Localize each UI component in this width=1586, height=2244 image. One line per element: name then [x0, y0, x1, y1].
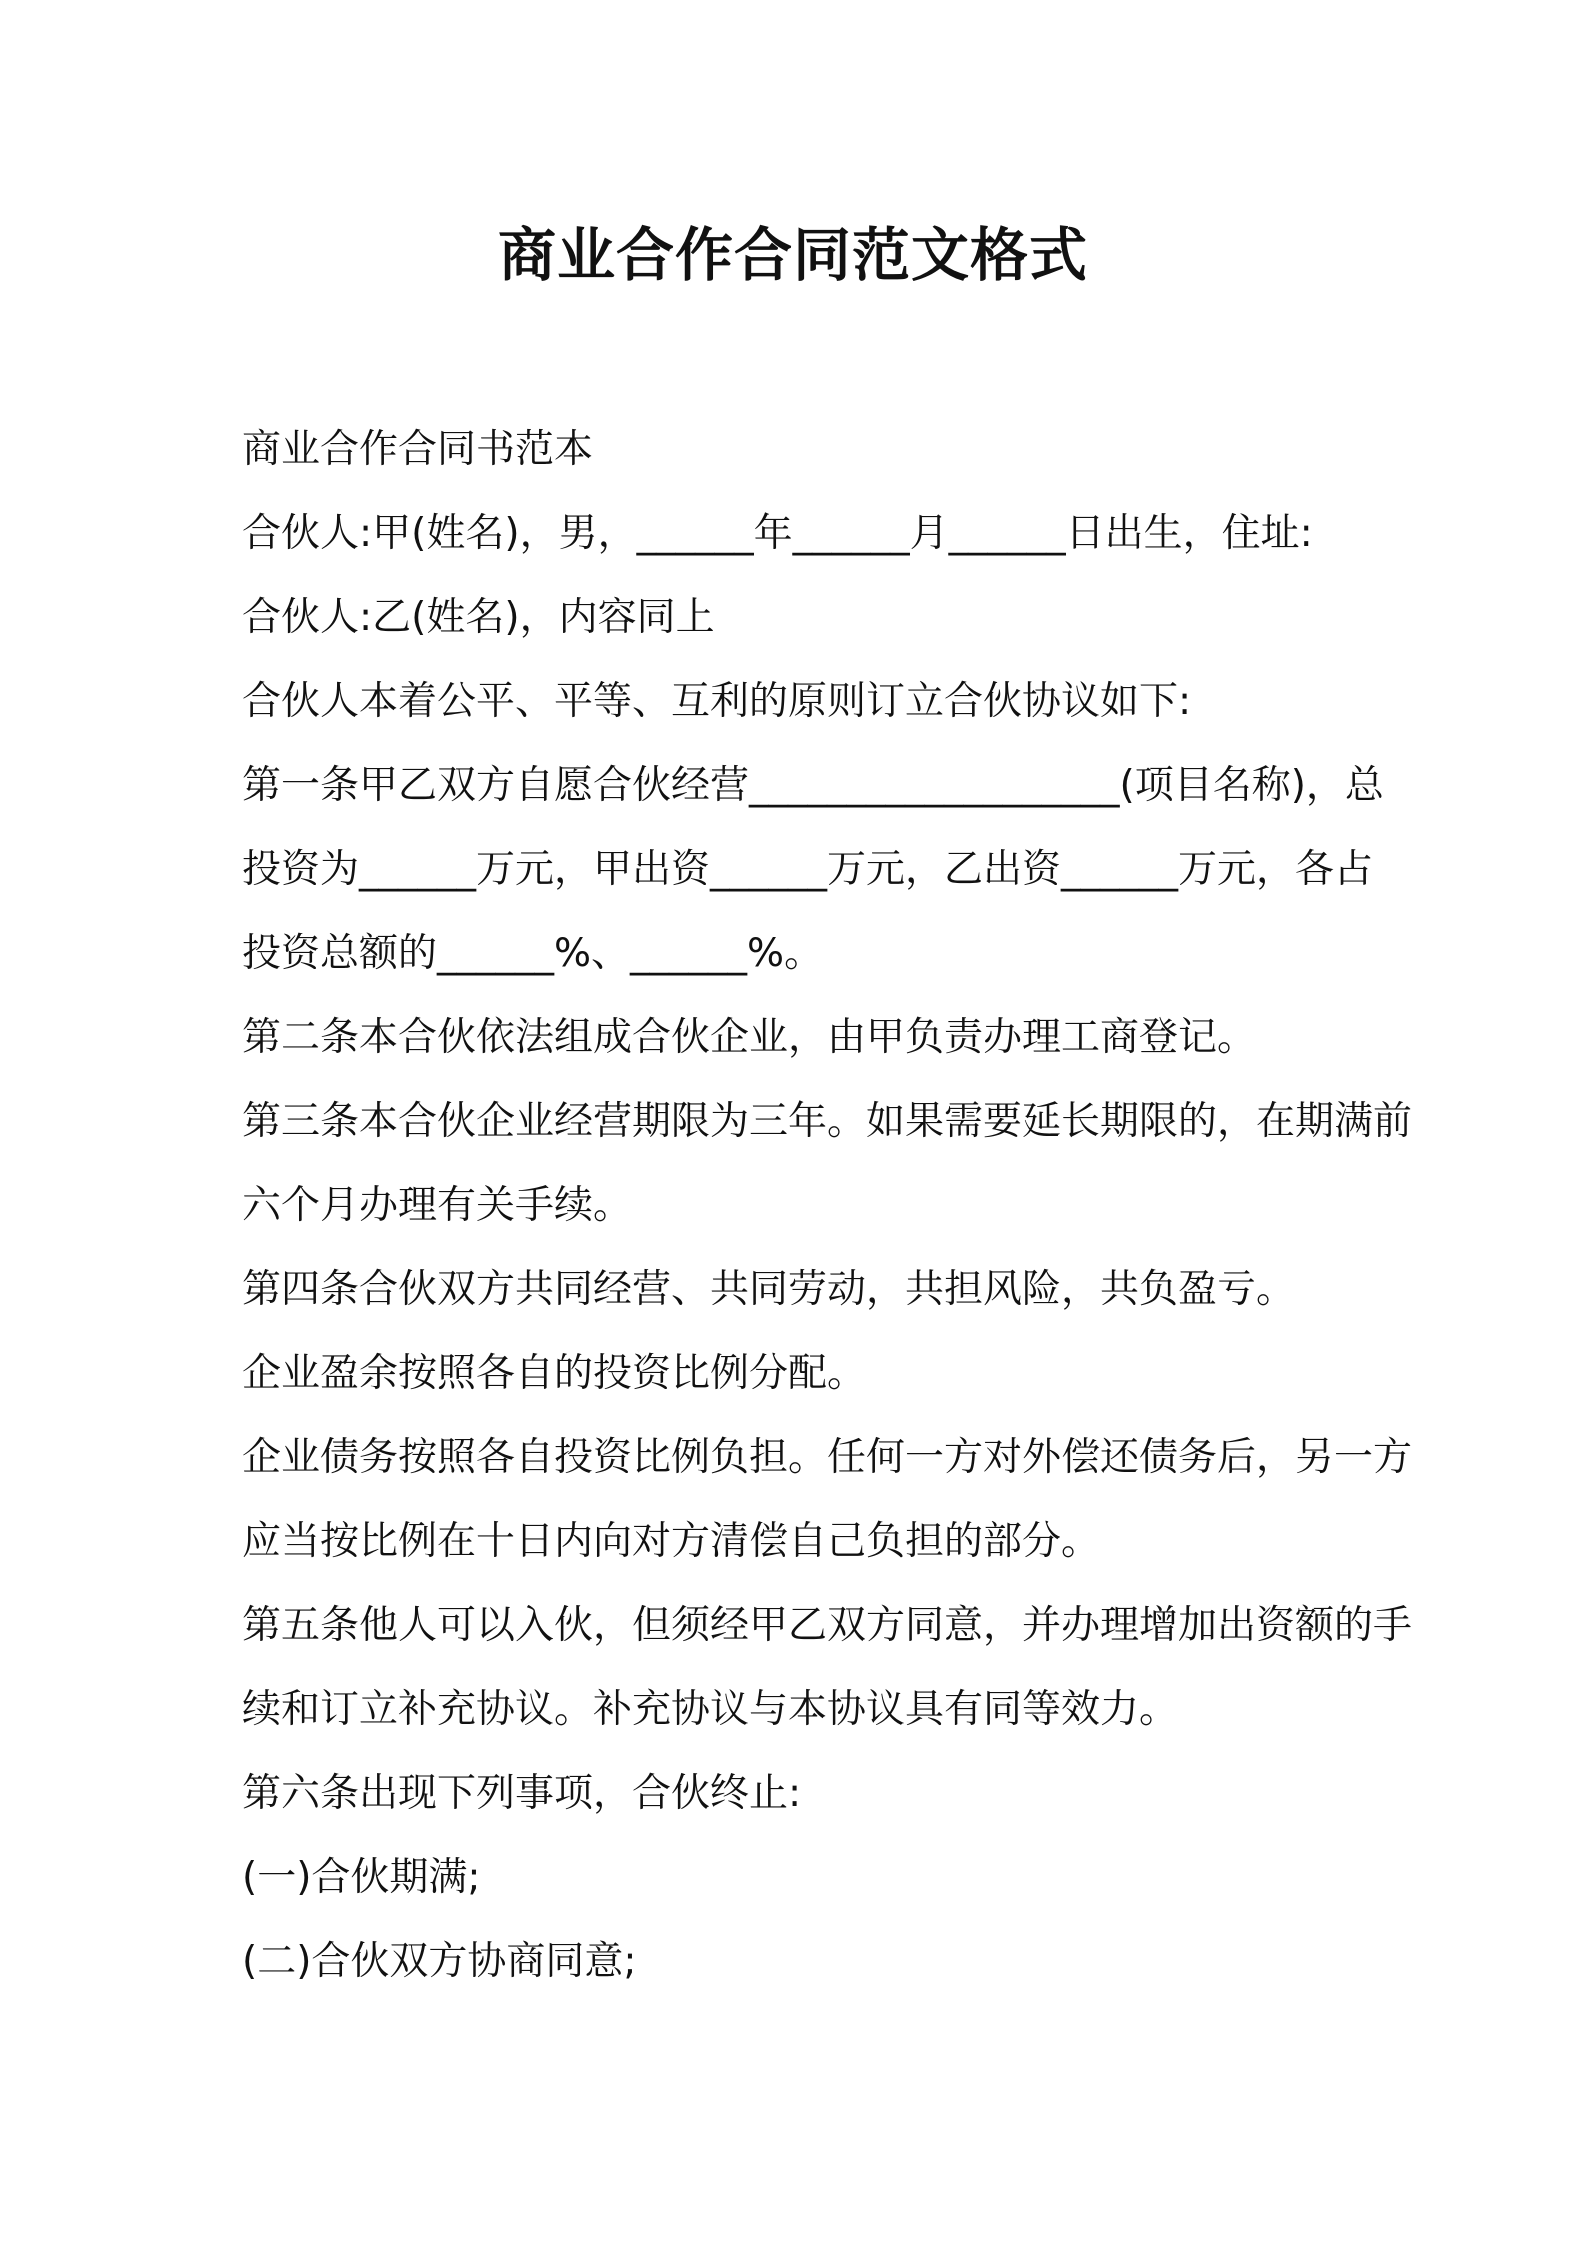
- paragraph-line: 企业债务按照各自投资比例负担。任何一方对外偿还债务后，另一方: [242, 1435, 1413, 1480]
- document-title: 商业合作合同范文格式: [497, 221, 1088, 289]
- paragraph-line: 合伙人:乙(姓名)，内容同上: [242, 595, 715, 640]
- paragraph-line: (二)合伙双方协商同意;: [242, 1939, 637, 1984]
- paragraph-line: 第三条本合伙企业经营期限为三年。如果需要延长期限的，在期满前: [242, 1099, 1413, 1144]
- paragraph-line: (一)合伙期满;: [242, 1855, 481, 1900]
- paragraph-line: 投资总额的______%、______%。: [242, 931, 824, 976]
- paragraph-line: 合伙人本着公平、平等、互利的原则订立合伙协议如下:: [242, 679, 1192, 724]
- paragraph-line: 续和订立补充协议。补充协议与本协议具有同等效力。: [242, 1687, 1179, 1732]
- paragraph-line: 应当按比例在十日内向对方清偿自己负担的部分。: [242, 1519, 1101, 1564]
- paragraph-line: 第二条本合伙依法组成合伙企业，由甲负责办理工商登记。: [242, 1015, 1257, 1060]
- paragraph-line: 合伙人:甲(姓名)，男，______年______月______日出生，住址:: [242, 511, 1313, 556]
- paragraph-line: 第六条出现下列事项，合伙终止:: [242, 1771, 802, 1816]
- paragraph-line: 第五条他人可以入伙，但须经甲乙双方同意，并办理增加出资额的手: [242, 1603, 1413, 1648]
- paragraph-line: 企业盈余按照各自的投资比例分配。: [242, 1351, 867, 1396]
- paragraph-line: 第四条合伙双方共同经营、共同劳动，共担风险，共负盈亏。: [242, 1267, 1296, 1312]
- document-body: [242, 408, 1413, 2004]
- paragraph-line: 第一条甲乙双方自愿合伙经营___________________(项目名称)，总: [242, 763, 1384, 808]
- paragraph-line: 六个月办理有关手续。: [242, 1183, 633, 1228]
- paragraph-line: 投资为______万元，甲出资______万元，乙出资______万元，各占: [242, 847, 1374, 892]
- paragraph-line: 商业合作合同书范本: [242, 427, 594, 472]
